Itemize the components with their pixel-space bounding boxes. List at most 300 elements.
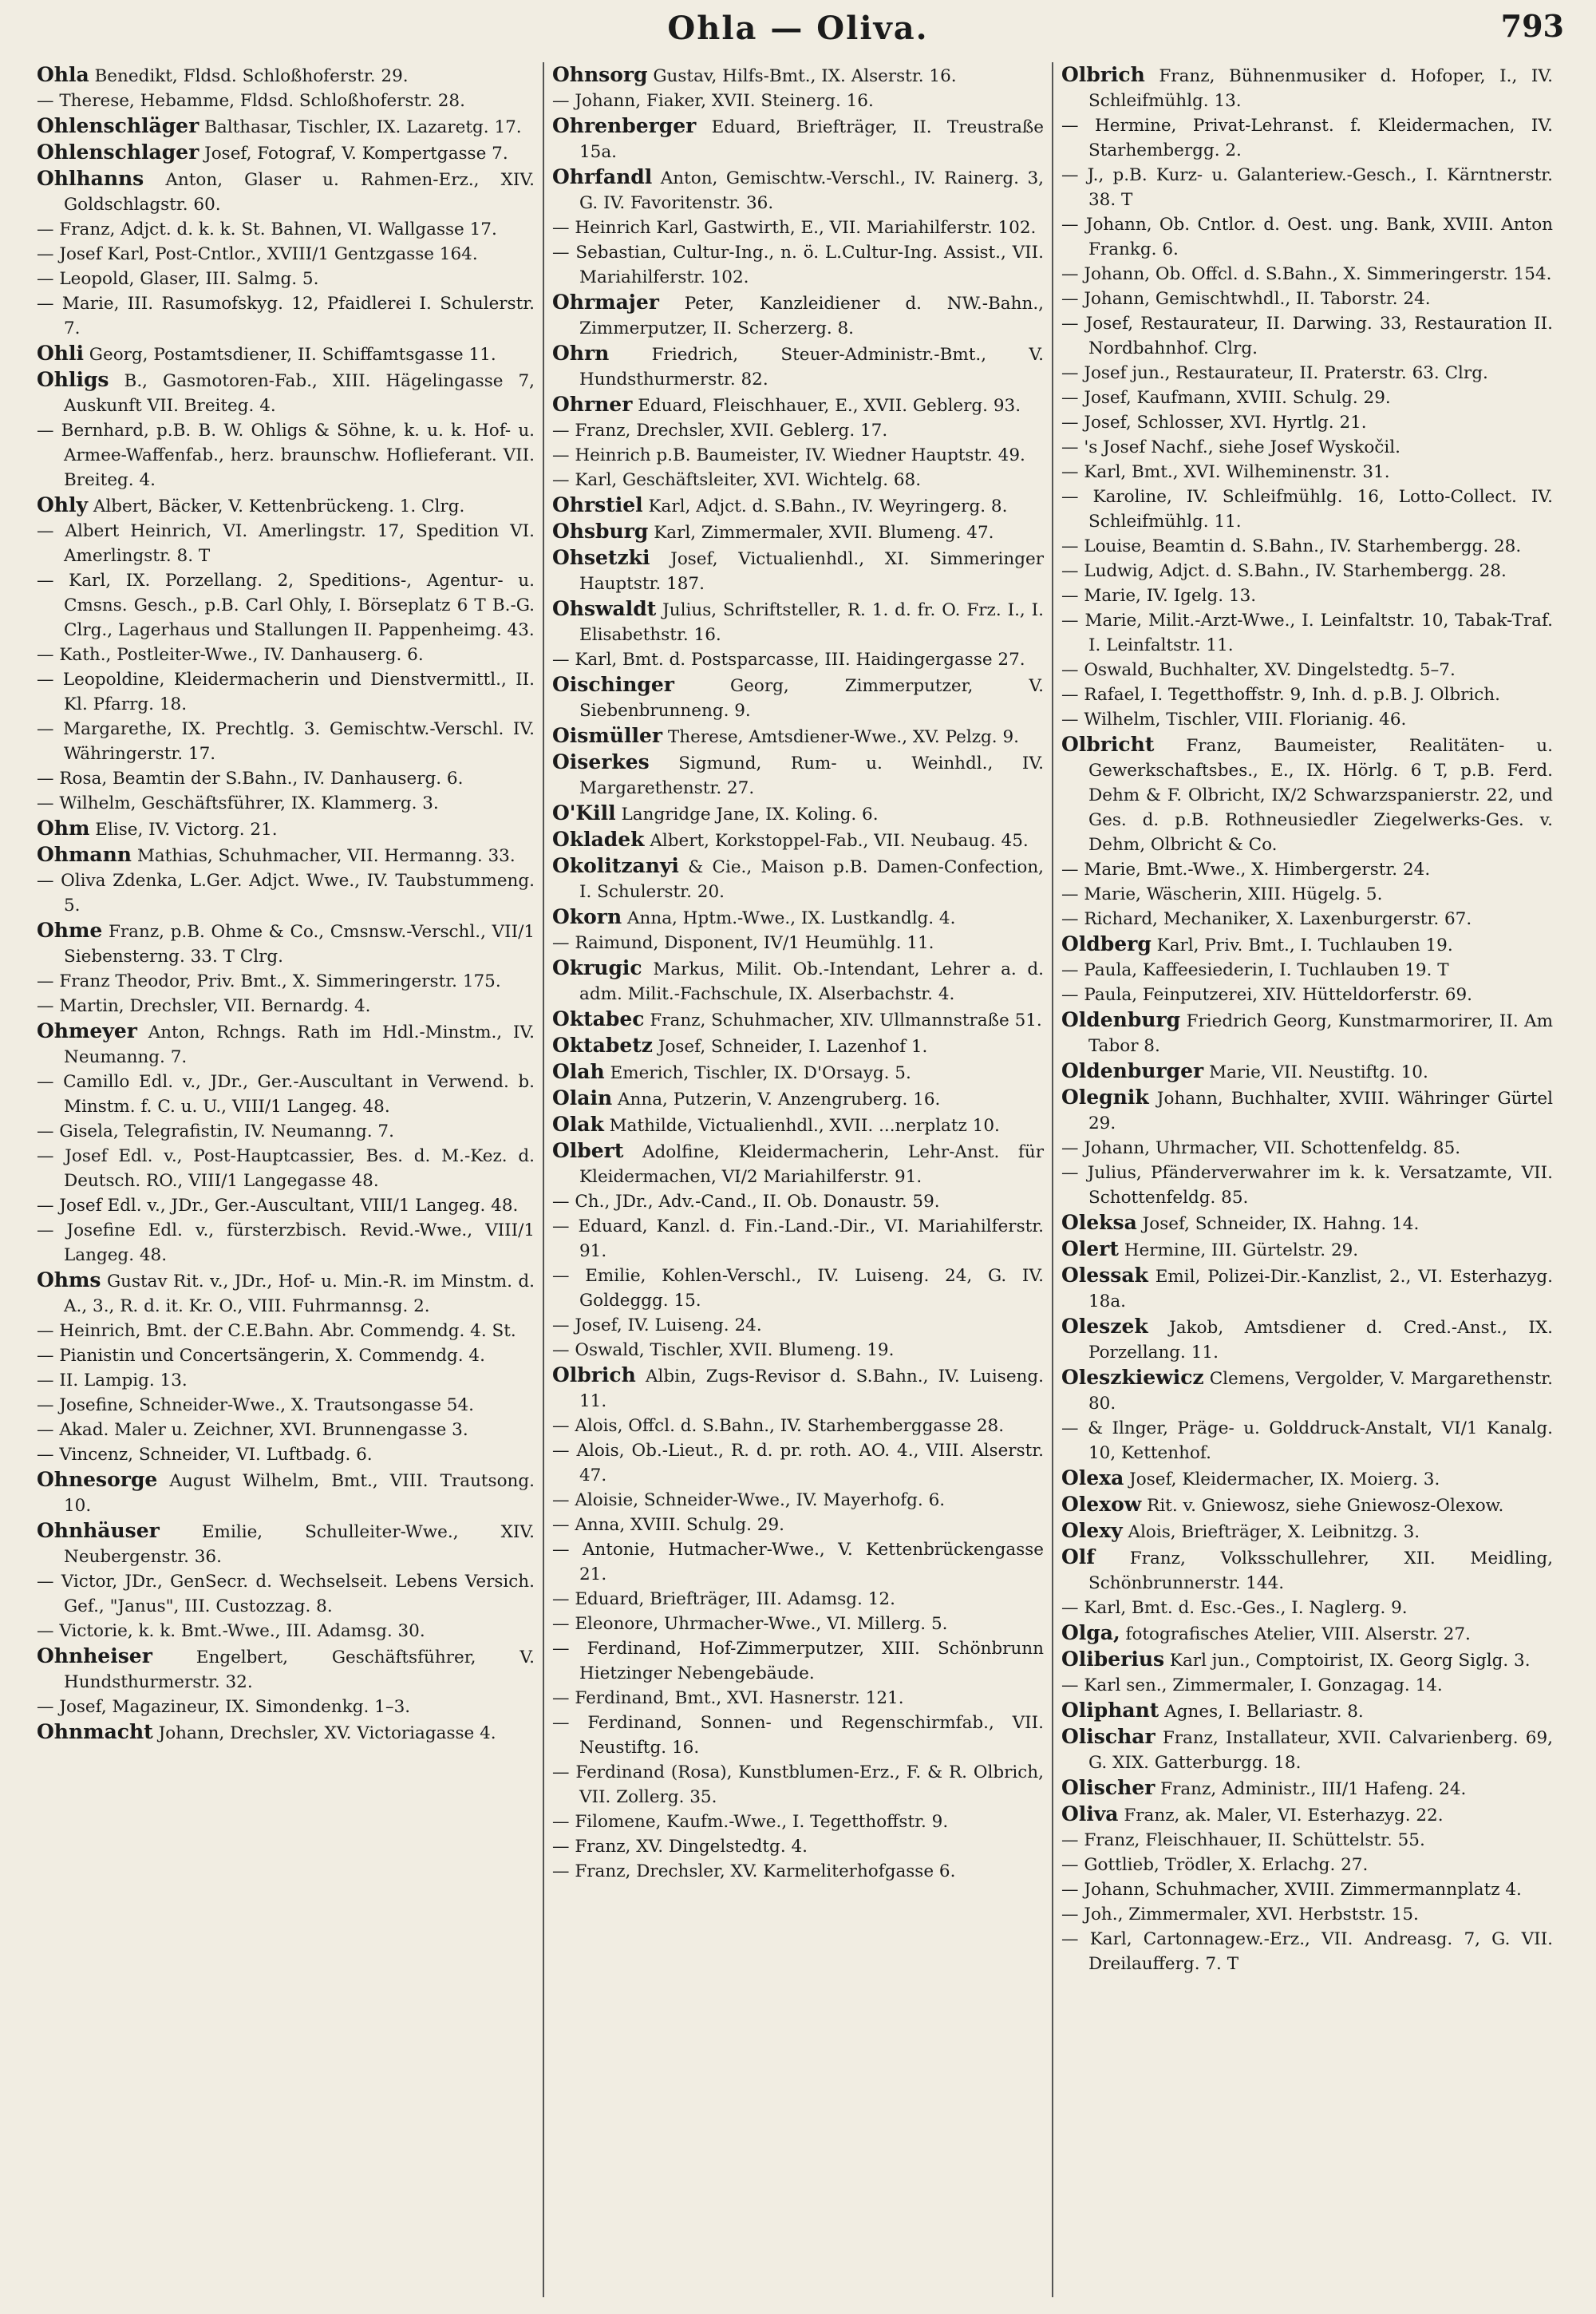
entry-text: Franz, Bühnenmusiker d. Hofoper, I., IV. Schleifmühlg. 13.	[1088, 66, 1553, 111]
directory-entry	[1061, 1085, 1553, 1136]
directory-entry	[552, 647, 1044, 672]
entry-text: — Johann, Schuhmacher, XVIII. Zimmermannplatz 4.	[1061, 1880, 1522, 1900]
entry-text: Franz, Installateur, XVII. Calvarienberg. 69, G. XIX. Gatterburgg. 18.	[1088, 1728, 1553, 1773]
entry-text: — Josef Karl, Post-Cntlor., XVIII/1 Gentzgasse 164.	[37, 244, 478, 264]
entry-surname: Oldenburg	[1061, 1008, 1181, 1031]
directory-entry	[552, 1513, 1044, 1537]
entry-text: — Heinrich p.B. Baumeister, IV. Wiedner Hauptstr. 49.	[552, 445, 1025, 465]
entry-surname: Olegnik	[1061, 1086, 1149, 1109]
directory-entry	[37, 969, 535, 994]
directory-entry	[37, 1319, 535, 1343]
entry-text: Friedrich, Steuer-Administr.-Bmt., V. Hundsthurmerstr. 82.	[579, 345, 1044, 390]
page-title: Ohla — Oliva.	[667, 10, 929, 47]
directory-entry	[1061, 732, 1553, 857]
entry-text: Josef, Victualienhdl., XI. Simmeringer Hauptstr. 187.	[579, 549, 1044, 594]
directory-entry	[1061, 1466, 1553, 1492]
directory-entry	[552, 443, 1044, 468]
directory-entry	[552, 931, 1044, 955]
column-left	[34, 62, 543, 2297]
directory-entry	[1061, 1210, 1553, 1236]
directory-entry	[552, 955, 1044, 1007]
entry-text: Elise, IV. Victorg. 21.	[95, 820, 278, 840]
column-middle	[543, 62, 1052, 2297]
entry-text: Albin, Zugs-Revisor d. S.Bahn., IV. Luiseng. 11.	[579, 1367, 1044, 1411]
directory-entry	[37, 242, 535, 267]
entry-surname: Ohmeyer	[37, 1019, 137, 1042]
directory-entry	[1061, 1136, 1553, 1161]
directory-entry	[552, 418, 1044, 443]
entry-text: — Hermine, Privat-Lehranst. f. Kleidermachen, IV. Starhembergg. 2.	[1061, 116, 1553, 160]
directory-entry	[37, 291, 535, 341]
entry-text: — Josefine, Schneider-Wwe., X. Trautsongasse 54.	[37, 1395, 474, 1415]
entry-text: — Franz, XV. Dingelstedtg. 4.	[552, 1837, 808, 1857]
entry-surname: Oktabetz	[552, 1034, 653, 1057]
entry-text: Franz, ak. Maler, VI. Esterhazyg. 22.	[1124, 1806, 1444, 1825]
entry-surname: Ohnmacht	[37, 1720, 153, 1743]
entry-surname: Ohnesorge	[37, 1468, 158, 1491]
directory-entry	[552, 1834, 1044, 1859]
entry-text: — Franz, Drechsler, XV. Karmeliterhofgasse 6.	[552, 1861, 956, 1881]
entry-text: — Raimund, Disponent, IV/1 Heumühlg. 11.	[552, 933, 934, 953]
entry-text: Josef, Kleidermacher, IX. Moierg. 3.	[1129, 1469, 1440, 1489]
entry-text: — Emilie, Kohlen-Verschl., IV. Luiseng. 24, G. IV. Goldeggg. 15.	[552, 1266, 1044, 1311]
entry-surname: Ohrfandl	[552, 165, 653, 188]
directory-entry	[552, 1711, 1044, 1760]
entry-text: Georg, Postamtsdiener, II. Schiffamtsgasse 11.	[89, 345, 496, 365]
directory-entry	[552, 672, 1044, 723]
entry-text: — Wilhelm, Tischler, VIII. Florianig. 46.	[1061, 710, 1407, 730]
entry-text: — Oswald, Tischler, XVII. Blumeng. 19.	[552, 1340, 895, 1360]
directory-entry	[1061, 460, 1553, 485]
entry-text: — Franz, Drechsler, XVII. Geblerg. 17.	[552, 421, 888, 441]
entry-text: — Josef, Kaufmann, XVIII. Schulg. 29.	[1061, 388, 1391, 408]
directory-entry	[37, 519, 535, 568]
entry-text: — Alois, Ob.-Lieut., R. d. pr. roth. AO. 4., VIII. Alserstr. 47.	[552, 1441, 1044, 1485]
directory-entry	[552, 1313, 1044, 1338]
directory-entry	[37, 1019, 535, 1070]
entry-text: Anna, Hptm.-Wwe., IX. Lustkandlg. 4.	[626, 908, 956, 928]
entry-text: Eduard, Briefträger, II. Treustraße 15a.	[579, 117, 1044, 162]
entry-surname: Ohrstiel	[552, 493, 643, 516]
directory-entry	[1061, 1492, 1553, 1518]
page-number: 793	[1500, 8, 1564, 44]
entry-surname: Oliva	[1061, 1802, 1119, 1825]
entry-text: — Karl, Bmt., XVI. Wilheminenstr. 31.	[1061, 462, 1390, 482]
directory-entry	[1061, 287, 1553, 311]
entry-text: — Josef, IV. Luiseng. 24.	[552, 1315, 762, 1335]
directory-entry	[1061, 435, 1553, 460]
directory-entry	[1061, 361, 1553, 386]
directory-entry	[1061, 311, 1553, 361]
entry-text: Gustav Rit. v., JDr., Hof- u. Min.-R. im Minstm. d. A., 3., R. d. it. Kr. O., VIII. Fuhrmannsg. 2.	[64, 1272, 535, 1316]
entry-text: — Paula, Kaffeesiederin, I. Tuchlauben 19. T	[1061, 960, 1449, 980]
entry-text: — Karl, Bmt. d. Postsparcasse, III. Haidingergasse 27.	[552, 650, 1025, 670]
directory-entry	[1061, 1647, 1553, 1673]
directory-entry	[1061, 262, 1553, 287]
entry-text: — Ferdinand, Sonnen- und Regenschirmfab., VII. Neustiftg. 16.	[552, 1713, 1044, 1758]
directory-entry	[37, 643, 535, 667]
entry-text: B., Gasmotoren-Fab., XIII. Hägelingasse 7, Auskunft VII. Breiteg. 4.	[64, 371, 535, 416]
directory-entry	[1061, 1161, 1553, 1210]
entry-text: — Ferdinand, Hof-Zimmerputzer, XIII. Schönbrunn Hietzinger Nebengebäude.	[552, 1639, 1044, 1683]
directory-entry	[37, 868, 535, 918]
directory-entry	[37, 842, 535, 868]
entry-text: — Johann, Ob. Offcl. d. S.Bahn., X. Simmeringerstr. 154.	[1061, 264, 1552, 284]
entry-surname: Olah	[552, 1060, 605, 1083]
entry-text: Adolfine, Kleidermacherin, Lehr-Anst. für Kleidermachen, VI/2 Mariahilferstr. 91.	[579, 1142, 1044, 1187]
entry-surname: Okorn	[552, 905, 622, 928]
directory-entry	[37, 1644, 535, 1695]
directory-entry	[37, 1393, 535, 1418]
entry-text: — Eleonore, Uhrmacher-Wwe., VI. Millerg. 5.	[552, 1614, 948, 1634]
directory-entry	[1061, 163, 1553, 212]
entry-text: Hermine, III. Gürtelstr. 29.	[1124, 1240, 1359, 1260]
entry-surname: Oleksa	[1061, 1211, 1137, 1234]
directory-entry	[552, 1636, 1044, 1686]
entry-text: Marie, VII. Neustiftg. 10.	[1209, 1062, 1428, 1082]
entry-text: Friedrich Georg, Kunstmarmorirer, II. Am Tabor 8.	[1088, 1011, 1553, 1056]
entry-text: — Josef Edl. v., Post-Hauptcassier, Bes. d. M.-Kez. d. Deutsch. RO., VIII/1 Langegasse 48.	[37, 1146, 535, 1191]
entry-text: Emil, Polizei-Dir.-Kanzlist, 2., VI. Esterhazyg. 18a.	[1088, 1267, 1553, 1311]
entry-text: Gustav, Hilfs-Bmt., IX. Alserstr. 16.	[653, 66, 957, 86]
entry-text: Karl, Priv. Bmt., I. Tuchlauben 19.	[1156, 935, 1453, 955]
directory-entry	[37, 1442, 535, 1467]
entry-text: Johann, Drechsler, XV. Victoriagasse 4.	[158, 1723, 496, 1743]
directory-entry	[552, 1033, 1044, 1059]
entry-surname: Ohsburg	[552, 520, 649, 543]
directory-entry	[552, 89, 1044, 113]
entry-text: — Kath., Postleiter-Wwe., IV. Danhauserg. 6.	[37, 645, 424, 665]
directory-entry	[552, 1363, 1044, 1414]
entry-text: — Johann, Uhrmacher, VII. Schottenfeldg. 85.	[1061, 1138, 1461, 1158]
directory-entry	[1061, 1058, 1553, 1085]
entry-text: — Marie, IV. Igelg. 13.	[1061, 586, 1257, 606]
directory-entry	[1061, 1698, 1553, 1724]
entry-surname: Okladek	[552, 828, 645, 851]
entry-text: — Karl, Bmt. d. Esc.-Ges., I. Naglerg. 9.	[1061, 1598, 1408, 1618]
entry-surname: Olbrich	[552, 1363, 636, 1386]
directory-entry	[552, 1488, 1044, 1513]
entry-text: — Josef, Restaurateur, II. Darwing. 33, Restauration II. Nordbahnhof. Clrg.	[1061, 314, 1553, 358]
entry-text: — II. Lampig. 13.	[37, 1371, 188, 1390]
entry-text: — Vincenz, Schneider, VI. Luftbadg. 6.	[37, 1445, 373, 1465]
entry-surname: Ohsetzki	[552, 546, 650, 569]
directory-entry	[552, 240, 1044, 290]
entry-surname: Ohrenberger	[552, 114, 697, 137]
entry-text: — Josef jun., Restaurateur, II. Praterstr. 63. Clrg.	[1061, 363, 1488, 383]
directory-entry	[37, 717, 535, 766]
entry-text: fotografisches Atelier, VIII. Alserstr. 27.	[1125, 1624, 1471, 1644]
directory-entry	[552, 596, 1044, 647]
directory-entry	[1061, 410, 1553, 435]
directory-entry	[37, 113, 535, 140]
entry-text: — Karl, Geschäftsleiter, XVI. Wichtelg. 68.	[552, 470, 922, 490]
directory-entry	[1061, 983, 1553, 1007]
entry-text: Peter, Kanzleidiener d. NW.-Bahn., Zimmerputzer, II. Scherzerg. 8.	[579, 294, 1044, 338]
entry-text: — Albert Heinrich, VI. Amerlingstr. 17, Spedition VI. Amerlingstr. 8. T	[37, 521, 535, 566]
entry-text: Clemens, Vergolder, V. Margarethenstr. 80.	[1088, 1369, 1553, 1414]
directory-entry	[37, 1518, 535, 1569]
entry-surname: Ohmann	[37, 843, 132, 866]
entry-surname: Ohnhäuser	[37, 1519, 160, 1542]
directory-entry	[1061, 958, 1553, 983]
directory-entry	[37, 568, 535, 643]
entry-surname: Olischer	[1061, 1776, 1156, 1799]
directory-entry	[1061, 682, 1553, 707]
entry-text: — Richard, Mechaniker, X. Laxenburgerstr. 67.	[1061, 909, 1472, 929]
directory-entry	[1061, 212, 1553, 262]
entry-text: — Antonie, Hutmacher-Wwe., V. Kettenbrückengasse 21.	[552, 1540, 1044, 1584]
entry-text: Agnes, I. Bellariastr. 8.	[1164, 1702, 1364, 1722]
directory-entry	[37, 267, 535, 291]
directory-entry	[552, 1438, 1044, 1488]
entry-text: Franz, Baumeister, Realitäten- u. Gewerkschaftsbes., E., IX. Hörlg. 6 T, p.B. Ferd. Dehm & F. Olbricht, IX/2 Schwarzspanierstr. 22, und Ges. d. p.B. Rothneusiedler Ziegelwerks-Ges. v. Dehm, Olbricht & Co.	[1088, 736, 1553, 855]
directory-entry	[37, 667, 535, 717]
entry-surname: Olexa	[1061, 1466, 1124, 1489]
entry-text: Josef, Fotograf, V. Kompertgasse 7.	[204, 144, 508, 164]
directory-entry	[1061, 1545, 1553, 1596]
directory-entry	[37, 217, 535, 242]
directory-entry	[1061, 1828, 1553, 1853]
entry-text: — 's Josef Nachf., siehe Josef Wyskočil.	[1061, 437, 1400, 457]
directory-entry	[1061, 857, 1553, 882]
directory-entry	[552, 1214, 1044, 1264]
directory-entry	[1061, 608, 1553, 658]
directory-entry	[1061, 1775, 1553, 1802]
entry-surname: Ohligs	[37, 368, 109, 391]
entry-text: — Marie, Wäscherin, XIII. Hügelg. 5.	[1061, 884, 1383, 904]
directory-entry	[37, 341, 535, 367]
entry-text: — Bernhard, p.B. B. W. Ohligs & Söhne, k. u. k. Hof- u. Armee-Waffenfab., herz. braunschw. Hoflieferant. VII. Breiteg. 4.	[37, 421, 535, 490]
entry-text: Franz, Volksschullehrer, XII. Meidling, Schönbrunnerstr. 144.	[1088, 1549, 1553, 1593]
directory-entry	[1061, 583, 1553, 608]
directory-entry	[1061, 1314, 1553, 1365]
entry-surname: Olert	[1061, 1237, 1119, 1260]
entry-text: — Gisela, Telegrafistin, IV. Neumanng. 7.	[37, 1121, 394, 1141]
directory-entry	[1061, 932, 1553, 958]
directory-entry	[552, 1537, 1044, 1587]
directory-entry	[1061, 1927, 1553, 1976]
entry-text: — Josef, Schlosser, XVI. Hyrtlg. 21.	[1061, 413, 1367, 433]
directory-entry	[552, 1264, 1044, 1313]
entry-text: Georg, Zimmerputzer, V. Siebenbrunneng. 9.	[579, 676, 1044, 721]
entry-surname: Oldenburger	[1061, 1059, 1204, 1082]
entry-text: — Karoline, IV. Schleifmühlg. 16, Lotto-Collect. IV. Schleifmühlg. 11.	[1061, 487, 1553, 532]
entry-surname: Ohrmajer	[552, 291, 659, 314]
directory-entry	[37, 1619, 535, 1644]
entry-surname: Ohme	[37, 919, 103, 942]
directory-entry	[552, 1587, 1044, 1612]
entry-text: Karl, Zimmermaler, XVII. Blumeng. 47.	[654, 523, 994, 543]
directory-entry	[37, 367, 535, 418]
entry-surname: Ohly	[37, 493, 88, 516]
directory-entry	[552, 1686, 1044, 1711]
entry-text: Langridge Jane, IX. Koling. 6.	[621, 805, 879, 825]
directory-entry	[1061, 1007, 1553, 1058]
entry-surname: Oiserkes	[552, 750, 650, 773]
entry-text: — Alois, Offcl. d. S.Bahn., IV. Starhemberggasse 28.	[552, 1416, 1005, 1436]
directory-entry	[1061, 882, 1553, 907]
entry-text: — Wilhelm, Geschäftsführer, IX. Klammerg. 3.	[37, 793, 439, 813]
entry-text: Mathilde, Victualienhdl., XVII. ...nerplatz 10.	[609, 1116, 1000, 1136]
entry-text: — Franz Theodor, Priv. Bmt., X. Simmeringerstr. 175.	[37, 971, 501, 991]
entry-surname: Ohrn	[552, 342, 610, 365]
directory-entry	[552, 62, 1044, 89]
directory-entry	[552, 1189, 1044, 1214]
entry-text: — Louise, Beamtin d. S.Bahn., IV. Starhembergg. 28.	[1061, 536, 1522, 556]
directory-entry	[552, 1612, 1044, 1636]
directory-entry	[552, 216, 1044, 240]
directory-entry	[552, 1338, 1044, 1363]
directory-entry	[552, 1086, 1044, 1112]
entry-surname: Ohlhanns	[37, 167, 144, 190]
entry-text: — Johann, Fiaker, XVII. Steinerg. 16.	[552, 91, 874, 111]
directory-entry	[1061, 1853, 1553, 1877]
entry-surname: Olbrich	[1061, 63, 1145, 86]
entry-surname: Oktabec	[552, 1007, 645, 1030]
entry-text: — Filomene, Kaufm.-Wwe., I. Tegetthoffstr. 9.	[552, 1812, 949, 1832]
directory-entry	[1061, 534, 1553, 559]
entry-surname: Oldberg	[1061, 932, 1152, 955]
entry-surname: Ohm	[37, 817, 90, 840]
directory-entry	[37, 89, 535, 113]
entry-surname: Olexy	[1061, 1519, 1123, 1542]
entry-text: — Eduard, Kanzl. d. Fin.-Land.-Dir., VI. Mariahilferstr. 91.	[552, 1216, 1044, 1261]
directory-entry	[1061, 62, 1553, 113]
entry-text: — Heinrich, Bmt. der C.E.Bahn. Abr. Commendg. 4. St.	[37, 1321, 516, 1341]
directory-entry	[552, 1760, 1044, 1810]
entry-text: — Johann, Ob. Cntlor. d. Oest. ung. Bank, XVIII. Anton Frankg. 6.	[1061, 215, 1553, 259]
entry-surname: Okrugic	[552, 956, 642, 979]
entry-text: Engelbert, Geschäftsführer, V. Hundsthurmerstr. 32.	[64, 1647, 535, 1692]
entry-text: — Karl sen., Zimmermaler, I. Gonzagag. 14.	[1061, 1675, 1443, 1695]
directory-entry	[37, 1719, 535, 1746]
directory-entry	[37, 1193, 535, 1218]
entry-text: — Julius, Pfänderverwahrer im k. k. Versatzamte, VII. Schottenfeldg. 85.	[1061, 1163, 1553, 1208]
directory-entry	[1061, 559, 1553, 583]
directory-entry	[1061, 1877, 1553, 1902]
directory-entry	[37, 816, 535, 842]
entry-text: Benedikt, Fldsd. Schloßhoferstr. 29.	[94, 66, 409, 86]
entry-text: Franz, Schuhmacher, XIV. Ullmannstraße 51.	[650, 1011, 1042, 1030]
entry-text: — Eduard, Briefträger, III. Adamsg. 12.	[552, 1589, 895, 1609]
entry-text: — Leopoldine, Kleidermacherin und Dienstvermittl., II. Kl. Pfarrg. 18.	[37, 670, 535, 714]
entry-text: — Aloisie, Schneider-Wwe., IV. Mayerhofg. 6.	[552, 1490, 946, 1510]
entry-surname: Oliberius	[1061, 1647, 1165, 1671]
entry-text: — J., p.B. Kurz- u. Galanteriew.-Gesch., I. Kärntnerstr. 38. T	[1061, 165, 1553, 210]
entry-text: Therese, Amtsdiener-Wwe., XV. Pelzg. 9.	[667, 727, 1019, 747]
entry-surname: Ohli	[37, 342, 84, 365]
directory-entry	[552, 1810, 1044, 1834]
entry-text: — Oswald, Buchhalter, XV. Dingelstedtg. 5–7.	[1061, 660, 1456, 680]
directory-entry	[552, 468, 1044, 492]
entry-text: Jakob, Amtsdiener d. Cred.-Anst., IX. Porzellang. 11.	[1088, 1318, 1553, 1363]
entry-text: Johann, Buchhalter, XVIII. Währinger Gürtel 29.	[1088, 1089, 1553, 1133]
entry-text: — Martin, Drechsler, VII. Bernardg. 4.	[37, 996, 371, 1016]
directory-entry	[1061, 1365, 1553, 1416]
directory-entry	[37, 994, 535, 1019]
entry-surname: Olexow	[1061, 1493, 1142, 1516]
entry-text: — Karl, IX. Porzellang. 2, Speditions-, Agentur- u. Cmsns. Gesch., p.B. Carl Ohly, I. Börseplatz 6 T B.-G. Clrg., Lagerhaus und Stallungen II. Pappenheimg. 43.	[37, 571, 535, 640]
entry-text: — Sebastian, Cultur-Ing., n. ö. L.Cultur-Ing. Assist., VII. Mariahilferstr. 102.	[552, 243, 1044, 287]
directory-entry	[552, 827, 1044, 853]
directory-entry	[552, 1059, 1044, 1086]
entry-text: — Akad. Maler u. Zeichner, XVI. Brunnengasse 3.	[37, 1420, 468, 1440]
entry-text: Julius, Schriftsteller, R. 1. d. fr. O. Frz. I., I. Elisabethstr. 16.	[579, 600, 1044, 645]
entry-text: — Joh., Zimmermaler, XVI. Herbststr. 15.	[1061, 1905, 1419, 1924]
directory-entry	[37, 1695, 535, 1719]
entry-text: Emerich, Tischler, IX. D'Orsayg. 5.	[610, 1063, 911, 1083]
entry-text: Mathias, Schuhmacher, VII. Hermanng. 33.	[136, 846, 516, 866]
entry-text: — & Ilnger, Präge- u. Golddruck-Anstalt, VI/1 Kanalg. 10, Kettenhof.	[1061, 1418, 1553, 1463]
directory-entry	[552, 545, 1044, 596]
entry-text: Albert, Bäcker, V. Kettenbrückeng. 1. Clrg.	[93, 496, 465, 516]
directory-entry	[1061, 1416, 1553, 1466]
entry-text: — Ferdinand (Rosa), Kunstblumen-Erz., F. & R. Olbrich, VII. Zollerg. 35.	[552, 1762, 1044, 1807]
directory-entry	[1061, 113, 1553, 163]
entry-text: Anton, Gemischtw.-Verschl., IV. Rainerg. 3, G. IV. Favoritenstr. 36.	[579, 168, 1044, 213]
entry-text: Josef, Schneider, I. Lazenhof 1.	[658, 1037, 928, 1057]
directory-entry	[37, 418, 535, 492]
entry-text: — Karl, Cartonnagew.-Erz., VII. Andreasg. 7, G. VII. Dreilaufferg. 7. T	[1061, 1929, 1553, 1974]
directory-entry	[552, 290, 1044, 341]
directory-entry	[552, 904, 1044, 931]
entry-surname: Oleszek	[1061, 1315, 1148, 1338]
entry-surname: Oismüller	[552, 724, 663, 747]
directory-entry	[37, 1418, 535, 1442]
directory-entry	[37, 62, 535, 89]
entry-surname: Olak	[552, 1113, 604, 1136]
entry-surname: Olain	[552, 1086, 613, 1110]
entry-text: — Victor, JDr., GenSecr. d. Wechselseit. Lebens Versich. Gef., "Janus", III. Custozzag. 8.	[37, 1572, 535, 1616]
directory-entry	[1061, 1518, 1553, 1545]
entry-surname: Oliphant	[1061, 1699, 1159, 1722]
entry-text: — Gottlieb, Trödler, X. Erlachg. 27.	[1061, 1855, 1369, 1875]
entry-surname: Olischar	[1061, 1725, 1156, 1748]
directory-entry	[1061, 1263, 1553, 1314]
entry-text: Karl, Adjct. d. S.Bahn., IV. Weyringerg. 8.	[648, 496, 1008, 516]
directory-entry	[552, 492, 1044, 519]
entry-text: — Heinrich Karl, Gastwirth, E., VII. Mariahilferstr. 102.	[552, 218, 1037, 238]
entry-surname: Oleszkiewicz	[1061, 1366, 1204, 1389]
entry-surname: Olga,	[1061, 1621, 1120, 1644]
directory-entry	[552, 341, 1044, 392]
entry-surname: Ohrner	[552, 393, 633, 416]
directory-entry	[37, 140, 535, 166]
directory-entry	[1061, 485, 1553, 534]
entry-text: — Therese, Hebamme, Fldsd. Schloßhoferstr. 28.	[37, 91, 465, 111]
entry-text: Franz, p.B. Ohme & Co., Cmsnsw.-Verschl., VII/1 Siebensterng. 33. T Clrg.	[64, 922, 535, 967]
entry-text: Anna, Putzerin, V. Anzengruberg. 16.	[618, 1090, 941, 1110]
entry-text: Anton, Glaser u. Rahmen-Erz., XIV. Goldschlagstr. 60.	[64, 170, 535, 215]
column-right	[1052, 62, 1561, 2297]
directory-entry	[37, 1268, 535, 1319]
entry-text: — Ferdinand, Bmt., XVI. Hasnerstr. 121.	[552, 1688, 904, 1708]
directory-entry	[1061, 1724, 1553, 1775]
directory-entry	[1061, 1802, 1553, 1828]
entry-surname: Olf	[1061, 1545, 1096, 1568]
entry-surname: Ohnheiser	[37, 1644, 152, 1667]
directory-entry	[1061, 1902, 1553, 1927]
entry-text: — Josef Edl. v., JDr., Ger.-Auscultant, VIII/1 Langeg. 48.	[37, 1196, 519, 1216]
entry-text: — Marie, III. Rasumofskyg. 12, Pfaidlerei I. Schulerstr. 7.	[37, 294, 535, 338]
entry-text: & Cie., Maison p.B. Damen-Confection, I. Schulerstr. 20.	[579, 857, 1044, 902]
directory-entry	[37, 1368, 535, 1393]
directory-entry	[552, 750, 1044, 801]
entry-text: Anton, Rchngs. Rath im Hdl.-Minstm., IV. Neumanng. 7.	[64, 1023, 535, 1067]
entry-text: Josef, Schneider, IX. Hahng. 14.	[1142, 1214, 1420, 1234]
directory-entry	[552, 113, 1044, 164]
